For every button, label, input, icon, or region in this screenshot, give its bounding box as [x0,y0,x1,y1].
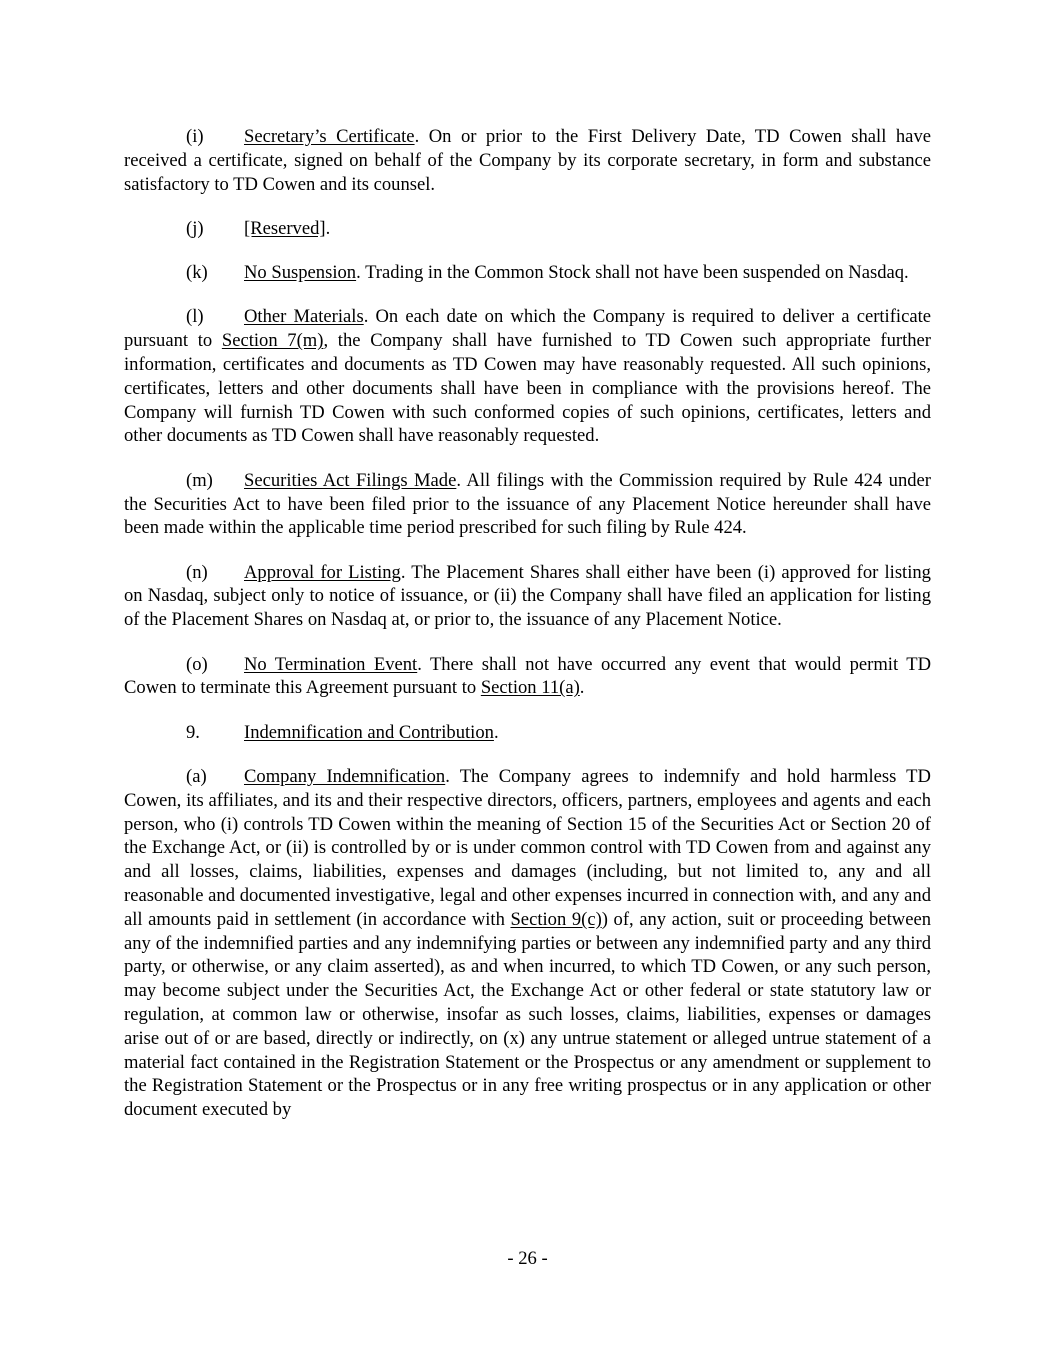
paragraph-heading: No Termination Event [244,653,418,675]
paragraph-l [124,305,931,448]
section-reference: Section 9(c) [510,908,602,930]
paragraph-heading: Other Materials [244,306,364,328]
paragraph-n [124,561,931,632]
paragraph-heading: Approval for Listing [244,561,401,583]
heading-period: . [417,653,430,675]
paragraph-text: , the Company shall have furnished to TD Cowen such appropriate further information, certificates and documents as TD Cowen may have reasonably requested. All such opinions, certificates, letters and other documents shall have been in compliance with the provisions hereof. The Company will furnish TD Cowen with such conformed copies of such opinions, certificates, letters and other documents as TD Cowen shall have reasonably requested. [124,330,931,447]
paragraph-number: (n) [186,561,208,583]
paragraph-text: The Company agrees to indemnify and hold harmless TD Cowen, its affiliates, and its and their respective directors, officers, partners, employees and agents and each person, who (i) controls TD Cowen within the meaning of Section 15 of the Securities Act or Section 20 of the Exchange Act, or (ii) is controlled by or is under common control with TD Cowen from and against any and all losses, claims, liabilities, expenses and damages (including, but not limited to, any and all reasonable and documented investigative, legal and other expenses incurred in connection with, and any and all amounts paid in settlement (in accordance with [124,765,931,930]
heading-period: . [325,217,331,239]
paragraph-m [124,469,931,540]
paragraph-i [124,125,931,196]
document-body [124,125,931,1142]
paragraph-text: On each date on which the Company is required to deliver a certificate pursuant to [124,306,932,352]
paragraph-number: (i) [186,126,204,147]
paragraph-heading: Company Indemnification [244,765,446,787]
paragraph-number: (m) [186,469,213,491]
paragraph-j [124,217,931,241]
paragraph-text: ) of, any action, suit or proceeding between any of the indemnified parties and any indemnifying parties or between any indemnified party and any third party, or otherwise, or any claim asserted), as and when incurred, to which TD Cowen, or any such person, may become subject under the Securities Act, the Exchange Act or other federal or state statutory law or regulation, at common law or otherwise, insofar as such losses, claims, liabilities, expenses or damages arise out of or are based, directly or indirectly, on (x) any untrue statement or alleged untrue statement of a material fact contained in the Registration Statement or the Prospectus or any amendment or supplement to the Registration Statement or the Prospectus or in any free writing prospectus or in any application or other document executed by [124,908,932,1121]
paragraph-k [124,261,931,285]
section-number: 9. [186,721,200,743]
heading-period: . [363,306,376,328]
paragraph-o [124,653,931,701]
paragraph-text: The Placement Shares shall either have been (i) approved for listing on Nasdaq, subject only to notice of issuance, or (ii) the Company shall have filed an application for listing of the Placement Shares on Nasdaq at, or prior to, the issuance of any Placement Notice. [124,561,931,631]
paragraph-text: There shall not have occurred any event that would permit TD Cowen to terminate this Agreement pursuant to [124,653,931,699]
heading-period: . [493,721,499,743]
paragraph-number: (k) [186,262,208,284]
paragraph-text: On or prior to the First Delivery Date, TD Cowen shall have received a certificate, signed on behalf of the Company by its corporate secretary, in form and substance satisfactory to TD Cowen and its counsel. [124,126,931,195]
heading-period: . [400,561,412,583]
paragraph-heading: No Suspension [244,262,357,284]
paragraph-a [124,765,931,1122]
paragraph-number: (l) [186,306,204,328]
paragraph-heading: [Reserved] [244,217,326,239]
paragraph-number: (o) [186,653,208,675]
paragraph-text: Trading in the Common Stock shall not have been suspended on Nasdaq. [365,262,909,284]
heading-period: . [356,262,366,284]
paragraph-heading: Securities Act Filings Made [244,469,457,491]
paragraph-heading: Secretary’s Certificate [244,126,415,147]
heading-period: . [445,765,460,787]
paragraph-number: (j) [186,217,204,239]
section-heading: Indemnification and Contribution [244,721,494,743]
section-reference: Section 7(m) [221,330,324,352]
paragraph-text: All filings with the Commission required by Rule 424 under the Securities Act to have been filed prior to the issuance of any Placement Notice hereunder shall have been made within the applicable time period prescribed for such filing by Rule 424. [124,469,931,539]
section-9-heading [124,721,931,745]
page-number: - 26 - [507,1248,548,1269]
section-reference: Section 11(a) [480,677,580,699]
heading-period: . [456,469,467,491]
paragraph-number: (a) [186,765,207,787]
heading-period: . [414,126,429,147]
paragraph-text: . [579,677,585,699]
